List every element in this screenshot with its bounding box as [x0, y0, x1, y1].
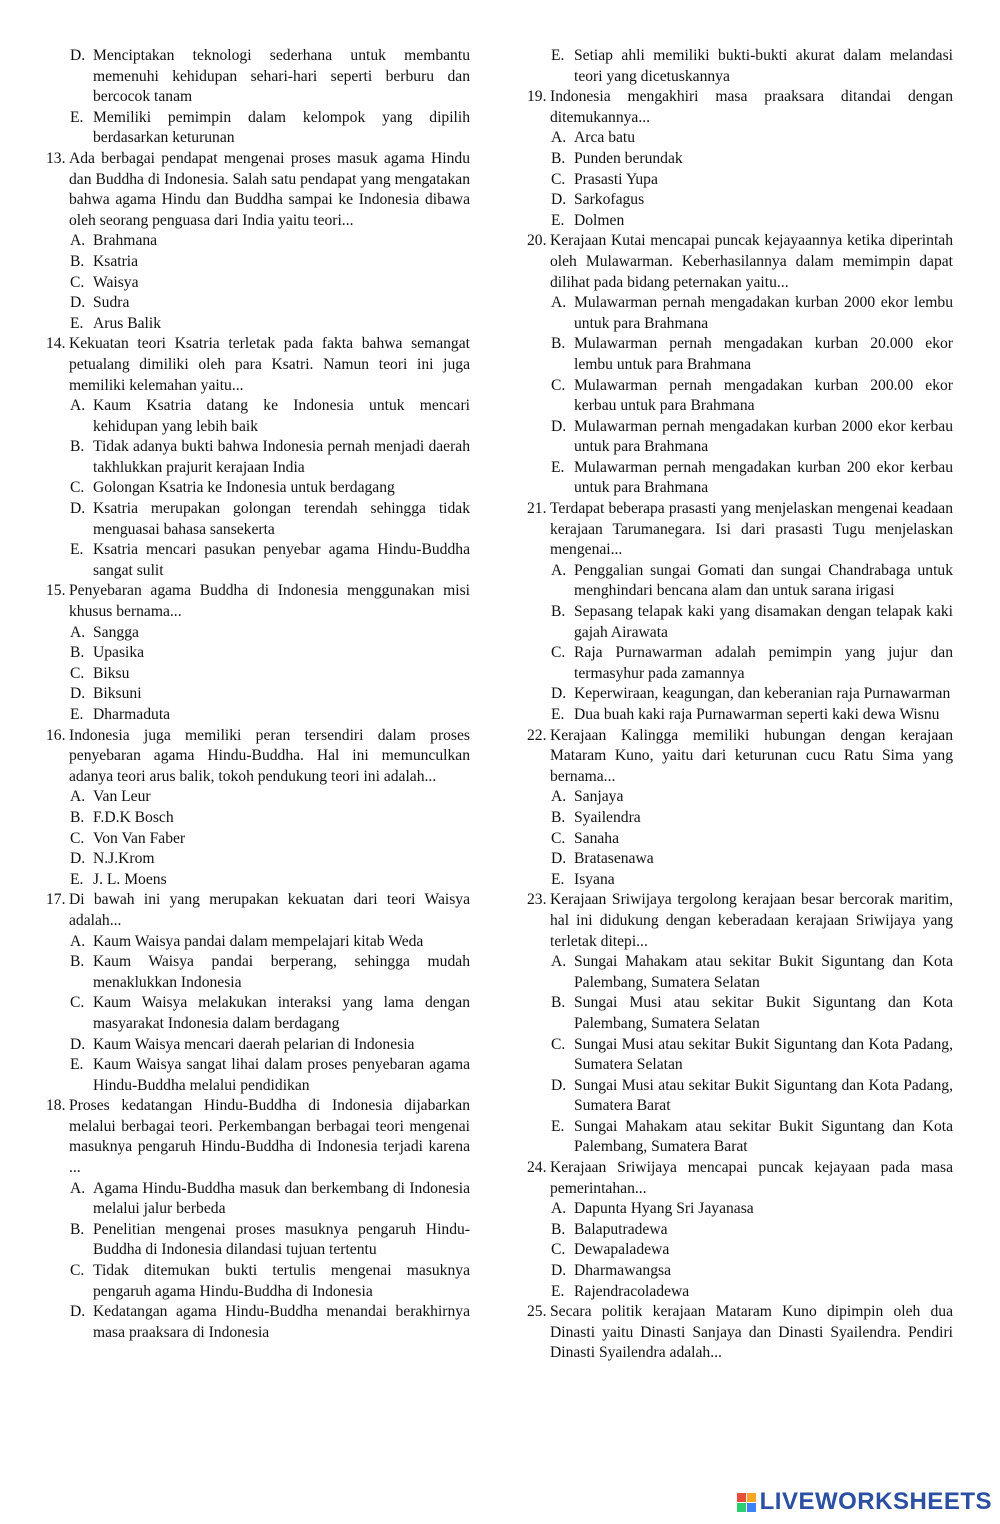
answer-option	[46, 478, 470, 499]
option-label: A.	[551, 953, 567, 971]
option-label: E.	[70, 1056, 84, 1074]
answer-option	[527, 952, 953, 993]
option-label: C.	[70, 829, 85, 847]
answer-option	[527, 808, 953, 829]
answer-option	[527, 149, 953, 170]
option-label: E.	[551, 1282, 565, 1300]
question-text: Secara politik kerajaan Mataram Kuno dipimpin oleh dua Dinasti yaitu Dinasti Sanjaya dan Dinasti Syailendra. Pendiri Dinasti Syailendra adalah...	[550, 1303, 953, 1362]
answer-option	[527, 870, 953, 891]
option-label: C.	[70, 479, 85, 497]
answer-option	[527, 211, 953, 232]
option-label: B.	[551, 994, 566, 1012]
option-label: A.	[70, 788, 86, 806]
question-text: Di bawah ini yang merupakan kekuatan dari teori Waisya adalah...	[69, 891, 470, 929]
question-number: 20.	[527, 232, 547, 250]
option-label: D.	[551, 191, 567, 209]
answer-option	[46, 849, 470, 870]
question-number: 19.	[527, 88, 547, 106]
option-text: Von Van Faber	[93, 829, 186, 847]
brand-name: LIVEWORKSHEETS	[759, 1488, 992, 1515]
answer-option	[527, 787, 953, 808]
option-label: E.	[551, 47, 565, 64]
answer-option	[46, 1035, 470, 1056]
answer-option	[527, 1220, 953, 1241]
option-text: Mulawarman pernah mengadakan kurban 2000 ekor kerbau untuk para Brahmana	[574, 417, 953, 456]
option-text: Kaum Ksatria datang ke Indonesia untuk mencari kehidupan yang lebih baik	[93, 397, 470, 435]
option-text: Arus Balik	[93, 314, 162, 332]
option-text: Waisya	[93, 273, 139, 291]
option-label: C.	[70, 994, 85, 1012]
question-text: Indonesia mengakhiri masa praaksara ditandai dengan ditemukannya...	[550, 88, 953, 126]
answer-option	[527, 293, 953, 334]
option-text: Setiap ahli memiliki bukti-bukti akurat dalam melandasi teori yang dicetuskannya	[574, 47, 953, 85]
option-text: Sungai Mahakam atau sekitar Bukit Siguntang dan Kota Palembang, Sumatera Barat	[574, 1117, 953, 1156]
option-label: B.	[70, 808, 85, 826]
option-text: Mulawarman pernah mengadakan kurban 200 ekor kerbau untuk para Brahmana	[574, 458, 953, 497]
answer-option	[46, 252, 470, 273]
answer-option	[527, 46, 953, 87]
logo-square	[747, 1503, 756, 1512]
answer-option	[46, 540, 470, 581]
answer-option	[527, 829, 953, 850]
liveworksheets-logo-icon	[737, 1493, 756, 1512]
question-number: 18.	[46, 1097, 66, 1115]
option-text: Biksuni	[93, 685, 142, 703]
option-text: Tidak adanya bukti bahwa Indonesia pernah menjadi daerah takhlukkan prajurit kerajaan India	[93, 438, 470, 476]
option-label: D.	[70, 1303, 86, 1321]
question-text: Penyebaran agama Buddha di Indonesia menggunakan misi khusus bernama...	[69, 582, 470, 621]
option-text: Raja Purnawarman adalah pemimpin yang jujur dan termasyhur pada zamannya	[574, 644, 953, 682]
option-label: C.	[70, 1262, 85, 1280]
option-text: Kedatangan agama Hindu-Buddha menandai berakhirnya masa praaksara di Indonesia	[93, 1303, 470, 1341]
question-16	[46, 726, 470, 788]
option-label: E.	[551, 706, 565, 723]
option-text: Ksatria	[93, 252, 139, 270]
answer-option	[46, 231, 470, 252]
option-text: Kaum Waisya pandai dalam mempelajari kitab Weda	[93, 932, 424, 950]
answer-option	[46, 664, 470, 685]
option-text: Memiliki pemimpin dalam kelompok yang dipilih berdasarkan keturunan	[93, 108, 470, 147]
question-number: 22.	[527, 726, 547, 744]
answer-option	[46, 499, 470, 540]
answer-option	[527, 849, 953, 870]
liveworksheets-logo	[737, 1488, 992, 1516]
option-text: N.J.Krom	[93, 850, 155, 868]
option-text: Rajendracoladewa	[574, 1282, 690, 1300]
option-label: B.	[70, 644, 85, 662]
option-text: Isyana	[574, 870, 615, 888]
question-text: Kerajaan Kalingga memiliki hubungan dengan kerajaan Mataram Kuno, yaitu dari keturunan cucu Ratu Sima yang bernama...	[550, 726, 953, 785]
answer-option	[527, 1282, 953, 1303]
option-label: E.	[551, 458, 565, 476]
answer-option	[46, 705, 470, 726]
question-text: Terdapat beberapa prasasti yang menjelaskan mengenai keadaan kerajaan Tarumanegara. Isi dari prasasti Tugu menjelaskan mengenai...	[550, 500, 953, 559]
answer-option	[527, 128, 953, 149]
answer-option	[46, 870, 470, 891]
question-19	[527, 87, 953, 128]
option-label: C.	[70, 273, 85, 291]
question-23	[527, 890, 953, 952]
option-label: C.	[551, 1241, 566, 1259]
question-number: 13.	[46, 149, 66, 167]
question-number: 24.	[527, 1159, 547, 1177]
option-text: Agama Hindu-Buddha masuk dan berkembang di Indonesia melalui jalur berbeda	[93, 1179, 470, 1218]
question-number: 21.	[527, 500, 547, 518]
option-label: D.	[551, 685, 567, 703]
question-20	[527, 231, 953, 293]
answer-option	[46, 314, 470, 335]
option-label: A.	[551, 788, 567, 806]
option-label: E.	[70, 314, 84, 332]
answer-option	[527, 602, 953, 643]
question-number: 16.	[46, 726, 66, 744]
option-label: C.	[551, 376, 566, 394]
option-text: Tidak ditemukan bukti tertulis mengenai masuknya pengaruh agama Hindu-Buddha di Indonesia	[93, 1262, 470, 1300]
option-label: D.	[70, 685, 86, 703]
question-number: 15.	[46, 582, 66, 600]
question-text: Ada berbagai pendapat mengenai proses masuk agama Hindu dan Buddha di Indonesia. Salah satu pendapat yang mengatakan bahwa agama Hindu dan Buddha sampai ke Indonesia dibawa oleh seorang penguasa dari India yaitu teori...	[69, 149, 470, 229]
option-label: D.	[551, 850, 567, 868]
answer-option	[46, 623, 470, 644]
option-text: Sanjaya	[574, 788, 624, 806]
answer-option	[527, 1199, 953, 1220]
option-text: Sepasang telapak kaki yang disamakan dengan telapak kaki gajah Airawata	[574, 603, 953, 641]
answer-option	[46, 952, 470, 993]
question-17	[46, 890, 470, 931]
answer-option	[527, 1240, 953, 1261]
right-column	[527, 46, 953, 1364]
option-label: E.	[70, 108, 84, 126]
question-22	[527, 726, 953, 788]
question-14	[46, 334, 470, 396]
option-label: D.	[70, 47, 86, 64]
answer-option	[46, 1055, 470, 1096]
answer-option	[527, 1261, 953, 1282]
option-label: D.	[70, 850, 86, 868]
option-label: E.	[551, 211, 565, 229]
option-text: Penelitian mengenai proses masuknya pengaruh Hindu-Buddha di Indonesia dilandasi tujuan tertentu	[93, 1220, 470, 1259]
option-text: Golongan Ksatria ke Indonesia untuk berdagang	[93, 479, 395, 497]
option-label: B.	[70, 1220, 85, 1238]
option-text: F.D.K Bosch	[93, 808, 174, 826]
option-label: B.	[70, 438, 85, 456]
option-text: Ksatria mencari pasukan penyebar agama Hindu-Buddha sangat sulit	[93, 541, 470, 579]
option-text: Van Leur	[93, 788, 151, 806]
option-text: Dolmen	[574, 211, 625, 229]
question-text: Proses kedatangan Hindu-Buddha di Indonesia dijabarkan melalui berbagai teori. Perkembangan berbagai teori mengenai masuknya pengaruh Hindu-Buddha di Indonesia terjadi karena ...	[69, 1097, 470, 1177]
question-text: Kerajaan Sriwijaya mencapai puncak kejayaan pada masa pemerintahan...	[550, 1159, 953, 1197]
option-text: Upasika	[93, 644, 145, 662]
answer-option	[527, 705, 953, 726]
option-text: J. L. Moens	[93, 870, 167, 888]
option-text: Punden berundak	[574, 149, 683, 167]
option-text: Penggalian sungai Gomati dan sungai Chandrabaga untuk menghindari bencana alam dan untuk sarana irigasi	[574, 561, 953, 600]
option-label: E.	[70, 870, 84, 888]
option-label: C.	[551, 1035, 566, 1053]
option-text: Keperwiraan, keagungan, dan keberanian raja Purnawarman	[574, 685, 951, 703]
option-label: D.	[70, 500, 86, 518]
option-label: B.	[70, 252, 85, 270]
answer-option	[527, 170, 953, 191]
question-13	[46, 149, 470, 231]
option-text: Menciptakan teknologi sederhana untuk membantu memenuhi kehidupan sehari-hari seperti berburu dan bercocok tanam	[93, 47, 470, 106]
option-text: Syailendra	[574, 808, 641, 826]
answer-option	[527, 993, 953, 1034]
option-label: A.	[551, 1200, 567, 1218]
question-15	[46, 581, 470, 622]
answer-option	[46, 108, 470, 149]
answer-option	[46, 273, 470, 294]
option-text: Biksu	[93, 664, 130, 682]
option-text: Dewapaladewa	[574, 1241, 670, 1259]
question-text: Kerajaan Sriwijaya tergolong kerajaan besar bercorak maritim, hal ini didukung dengan keberadaan kerajaan Sriwijaya yang terletak ditepi...	[550, 891, 953, 950]
option-text: Kaum Waisya melakukan interaksi yang lama dengan masyarakat Indonesia dalam berdagang	[93, 994, 470, 1032]
option-label: A.	[70, 932, 86, 950]
answer-option	[46, 932, 470, 953]
option-text: Mulawarman pernah mengadakan kurban 20.000 ekor lembu untuk para Brahmana	[574, 335, 953, 373]
answer-option	[46, 396, 470, 437]
option-text: Balaputradewa	[574, 1220, 668, 1238]
answer-option	[527, 417, 953, 458]
logo-square	[737, 1493, 746, 1502]
option-label: A.	[70, 397, 86, 415]
answer-option	[527, 684, 953, 705]
option-text: Kaum Waisya pandai berperang, sehingga mudah menaklukkan Indonesia	[93, 953, 470, 991]
option-label: B.	[551, 1220, 566, 1238]
option-text: Mulawarman pernah mengadakan kurban 200.00 ekor kerbau untuk para Brahmana	[574, 376, 953, 415]
option-label: E.	[70, 541, 84, 559]
question-21	[527, 499, 953, 561]
answer-option	[46, 1179, 470, 1220]
option-text: Sungai Mahakam atau sekitar Bukit Siguntang dan Kota Palembang, Sumatera Selatan	[574, 953, 953, 991]
question-number: 25.	[527, 1303, 547, 1321]
option-text: Sungai Musi atau sekitar Bukit Siguntang dan Kota Padang, Sumatera Selatan	[574, 1035, 953, 1074]
answer-option	[527, 458, 953, 499]
option-text: Dharmaduta	[93, 706, 171, 723]
option-text: Prasasti Yupa	[574, 170, 658, 188]
answer-option	[46, 1302, 470, 1343]
answer-option	[46, 787, 470, 808]
option-label: A.	[70, 623, 86, 641]
option-text: Dharmawangsa	[574, 1262, 671, 1280]
option-text: Sungai Musi atau sekitar Bukit Siguntang dan Kota Padang, Sumatera Barat	[574, 1076, 953, 1115]
option-label: C.	[70, 664, 85, 682]
option-text: Bratasenawa	[574, 850, 654, 868]
option-text: Sarkofagus	[574, 191, 645, 209]
option-label: E.	[70, 706, 84, 723]
option-label: C.	[551, 829, 566, 847]
option-label: E.	[551, 870, 565, 888]
answer-option	[46, 643, 470, 664]
answer-option	[527, 190, 953, 211]
option-label: D.	[70, 294, 86, 312]
option-label: B.	[70, 953, 85, 971]
answer-option	[527, 1035, 953, 1076]
logo-square	[747, 1493, 756, 1502]
question-number: 14.	[46, 335, 66, 353]
answer-option	[46, 829, 470, 850]
answer-option	[46, 293, 470, 314]
option-label: C.	[551, 644, 566, 662]
option-label: D.	[551, 1262, 567, 1280]
option-text: Kaum Waisya sangat lihai dalam proses penyebaran agama Hindu-Buddha melalui pendidikan	[93, 1056, 470, 1094]
option-label: A.	[551, 129, 567, 147]
option-text: Dapunta Hyang Sri Jayanasa	[574, 1200, 754, 1218]
option-label: A.	[70, 1179, 86, 1197]
option-label: B.	[551, 149, 566, 167]
option-text: Kaum Waisya mencari daerah pelarian di Indonesia	[93, 1035, 415, 1053]
answer-option	[527, 643, 953, 684]
option-label: A.	[551, 294, 567, 312]
option-text: Sungai Musi atau sekitar Bukit Siguntang dan Kota Palembang, Sumatera Selatan	[574, 994, 953, 1032]
option-label: B.	[551, 808, 566, 826]
option-text: Arca batu	[574, 129, 636, 147]
option-text: Ksatria merupakan golongan terendah sehingga tidak menguasai bahasa sansekerta	[93, 500, 470, 538]
question-25	[527, 1302, 953, 1364]
left-column	[46, 46, 470, 1343]
answer-option	[527, 561, 953, 602]
question-number: 17.	[46, 891, 66, 909]
option-label: C.	[551, 170, 566, 188]
option-label: D.	[551, 417, 567, 435]
question-24	[527, 1158, 953, 1199]
question-text: Kerajaan Kutai mencapai puncak kejayaannya ketika diperintah oleh Mulawarman. Keberhasilannya dalam memimpin dapat dilihat pada bidang peternakan yaitu...	[550, 232, 953, 291]
option-text: Sudra	[93, 294, 130, 312]
option-label: A.	[551, 561, 567, 579]
logo-square	[737, 1503, 746, 1512]
option-text: Mulawarman pernah mengadakan kurban 2000 ekor lembu untuk para Brahmana	[574, 294, 953, 332]
answer-option	[46, 993, 470, 1034]
option-label: D.	[551, 1076, 567, 1094]
answer-option	[527, 1076, 953, 1117]
answer-option	[527, 1117, 953, 1158]
answer-option	[527, 376, 953, 417]
option-text: Sanaha	[574, 829, 620, 847]
option-label: E.	[551, 1117, 565, 1135]
option-label: D.	[70, 1035, 86, 1053]
answer-option	[46, 437, 470, 478]
answer-option	[46, 46, 470, 108]
question-text: Kekuatan teori Ksatria terletak pada fakta bahwa semangat petualang dimiliki oleh para Ksatri. Namun teori ini juga memiliki kelemahan yaitu...	[69, 335, 470, 394]
answer-option	[46, 1220, 470, 1261]
answer-option	[46, 808, 470, 829]
option-label: A.	[70, 232, 86, 250]
answer-option	[46, 684, 470, 705]
question-text: Indonesia juga memiliki peran tersendiri dalam proses penyebaran agama Hindu-Buddha. Hal ini memunculkan adanya teori arus balik, tokoh pendukung teori ini adalah...	[69, 726, 470, 785]
option-text: Sangga	[93, 623, 139, 641]
option-text: Dua buah kaki raja Purnawarman seperti kaki dewa Wisnu	[574, 706, 940, 723]
answer-option	[527, 334, 953, 375]
question-18	[46, 1096, 470, 1178]
answer-option	[46, 1261, 470, 1302]
option-label: B.	[551, 335, 566, 353]
option-label: B.	[551, 603, 566, 621]
question-number: 23.	[527, 891, 547, 909]
option-text: Brahmana	[93, 232, 158, 250]
